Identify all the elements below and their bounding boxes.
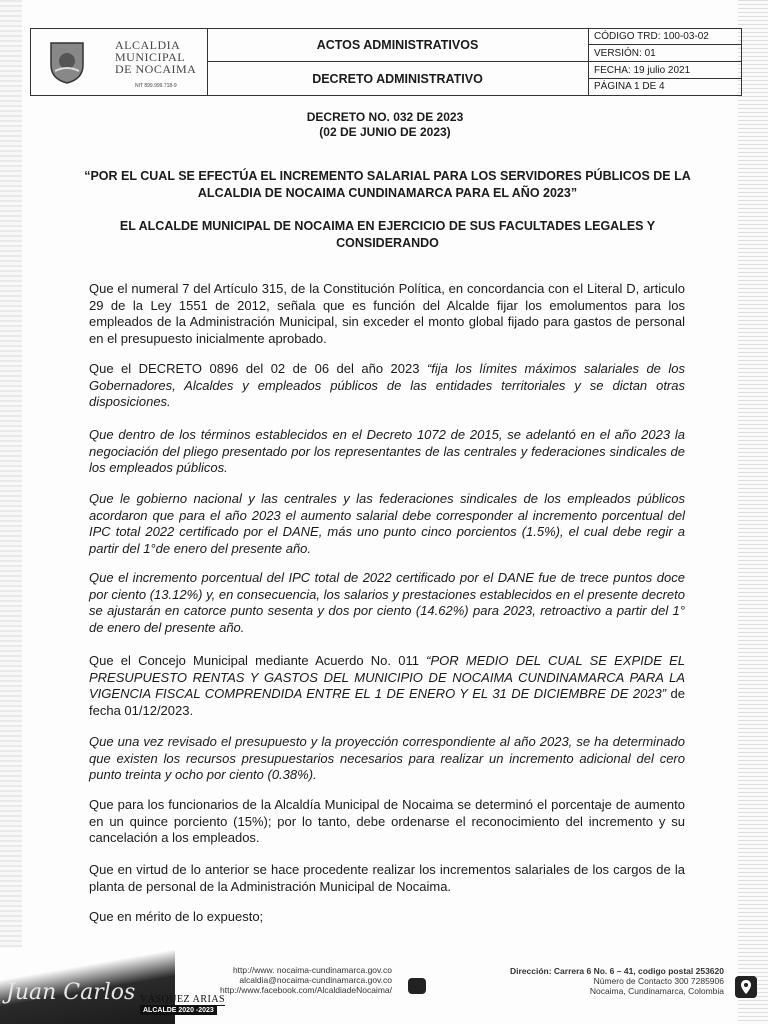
- trd-code: CÓDIGO TRD: 100-03-02: [589, 29, 741, 45]
- municipality-line-3: DE NOCAIMA: [115, 62, 197, 76]
- city: Nocaima, Cundinamarca, Colombia: [589, 986, 724, 996]
- phone: Número de Contacto 300 7285906: [593, 976, 724, 986]
- paragraph-5: Que el incremento porcentual del IPC total de 2022 certificado por el DANE fue de trece puntos doce por ciento (13.12%) y, en consecuencia, los salarios y prestaciones establecidos en el presente decreto se ajustarán en catorce punto sesenta y dos por ciento (14.62%) para 2023, retroactivo a partir del 1° de enero del presente año.: [89, 570, 685, 635]
- mayor-name: VÁSQUEZ ARIAS: [140, 994, 226, 1005]
- paragraph-1: Que el numeral 7 del Artículo 315, de la Constitución Política, en concordancia con el Literal D, articulo 29 de la Ley 1551 de 2012, señala que es función del Alcalde fijar los emolumentos para los empleados de la Administración Municipal, sin exceder el monto global fijado para gastos de personal en el presupuesto inicialmente aprobado.: [89, 281, 685, 346]
- decree-date: (02 DE JUNIO DE 2023): [319, 125, 451, 139]
- paragraph-4: Que le gobierno nacional y las centrales y las federaciones sindicales de los empleados públicos acordaron que para el año 2023 el aumento salarial debe corresponder al incremento porcentual del IPC total 2022 certificado por el DANE, más uno punto cinco porcientos (1.5%), el cual debe regir a partir del 1°de enero del presente año.: [89, 491, 685, 556]
- section-title: ACTOS ADMINISTRATIVOS: [207, 29, 589, 62]
- facebook-link[interactable]: http://www.facebook.com/AlcaldiadeNocaima/: [220, 985, 392, 995]
- paragraph-2-lead: Que el DECRETO 0896 del 02 de 06 del año 2023: [89, 361, 427, 376]
- footer-address: [462, 966, 724, 996]
- paragraph-8: Que para los funcionarios de la Alcaldía Municipal de Nocaima se determinó el porcentaje de aumento en un quince porciento (15%); por lo tanto, debe ordenarse el reconocimiento del incremento y su cancelación a los empleados.: [89, 797, 685, 846]
- decree-heading: [30, 110, 740, 140]
- paragraph-7: Que una vez revisado el presupuesto y la proyección correspondiente al año 2023, se ha determinado que existen los recursos presupuestarios necesarios para realizar un incremento adicional del cero punto treinta y ocho por ciento (0.38%).: [89, 734, 685, 783]
- doc-type-title: DECRETO ADMINISTRATIVO: [207, 62, 589, 95]
- paragraph-10: Que en mérito de lo expuesto;: [89, 909, 264, 924]
- nit-number: NIT 899.999.718-9: [135, 83, 177, 89]
- scan-artifact-left: [0, 0, 22, 1024]
- municipality-line-1: ALCALDIA: [115, 38, 181, 52]
- paragraph-3: Que dentro de los términos establecidos en el Decreto 1072 de 2015, se adelantó en el año 2023 la negociación del pliego presentado por los representantes de las centrales y federaciones sindicales de los empleados públicos.: [89, 427, 685, 476]
- scan-artifact-right: [738, 0, 768, 1024]
- municipality-shield-icon: [49, 41, 85, 85]
- paragraph-2: [89, 361, 685, 411]
- footer-contact-links: [170, 965, 392, 995]
- mayor-signature: Juan Carlos: [6, 980, 136, 1005]
- paragraph-9: Que en virtud de lo anterior se hace procedente realizar los incrementos salariales de los cargos de la planta de personal de la Administración Municipal de Nocaima.: [89, 862, 685, 894]
- logo-cell: [31, 29, 208, 95]
- decree-number: DECRETO NO. 032 DE 2023: [306, 110, 464, 124]
- format-date: FECHA: 19 julio 2021: [589, 63, 741, 79]
- mayor-term: ALCALDE 2020 -2023: [140, 1006, 217, 1015]
- email-link[interactable]: alcaldia@nocaima-cundinamarca.gov.co: [239, 975, 392, 985]
- paragraph-6-quote: “POR MEDIO DEL CUAL SE EXPIDE EL PRESUPUESTO RENTAS Y GASTOS DEL MUNICIPIO DE NOCAIMA CUNDINAMARCA PARA LA VIGENCIA FISCAL COMPRENDIDA ENTRE EL 1 DE ENERO Y EL 31 DE DICIEMBRE DE 2023”: [89, 653, 685, 702]
- document-header: [30, 28, 742, 96]
- paragraph-6: [89, 653, 685, 719]
- facebook-icon[interactable]: [408, 978, 426, 994]
- paragraph-2-quote: “fija los límites máximos salariales de los Gobernadores, Alcaldes y empleados públicos de las entidades territoriales y se dictan otras disposiciones.: [89, 361, 686, 410]
- paragraph-6-tail: de fecha 01/12/2023.: [89, 686, 685, 718]
- address: Dirección: Carrera 6 No. 6 – 41, codigo postal 253620: [509, 966, 724, 976]
- municipality-line-2: MUNICIPAL: [115, 50, 186, 64]
- paragraph-6-lead: Que el Concejo Municipal mediante Acuerdo No. 011: [89, 653, 427, 668]
- page-number: PÁGINA 1 DE 4: [594, 81, 665, 92]
- mayor-considering: EL ALCALDE MUNICIPAL DE NOCAIMA EN EJERCICIO DE SUS FACULTADES LEGALES Y CONSIDERANDO: [119, 219, 656, 250]
- version: VERSIÓN: 01: [589, 46, 741, 62]
- location-pin-icon: [735, 976, 757, 998]
- municipality-name: [115, 39, 205, 75]
- decree-title: “POR EL CUAL SE EFECTÚA EL INCREMENTO SALARIAL PARA LOS SERVIDORES PÚBLICOS DE LA ALCALDIA DE NOCAIMA CUNDINAMARCA PARA EL AÑO 2023”: [84, 169, 691, 200]
- website-link[interactable]: http://www. nocaima-cundinamarca.gov.co: [232, 965, 392, 975]
